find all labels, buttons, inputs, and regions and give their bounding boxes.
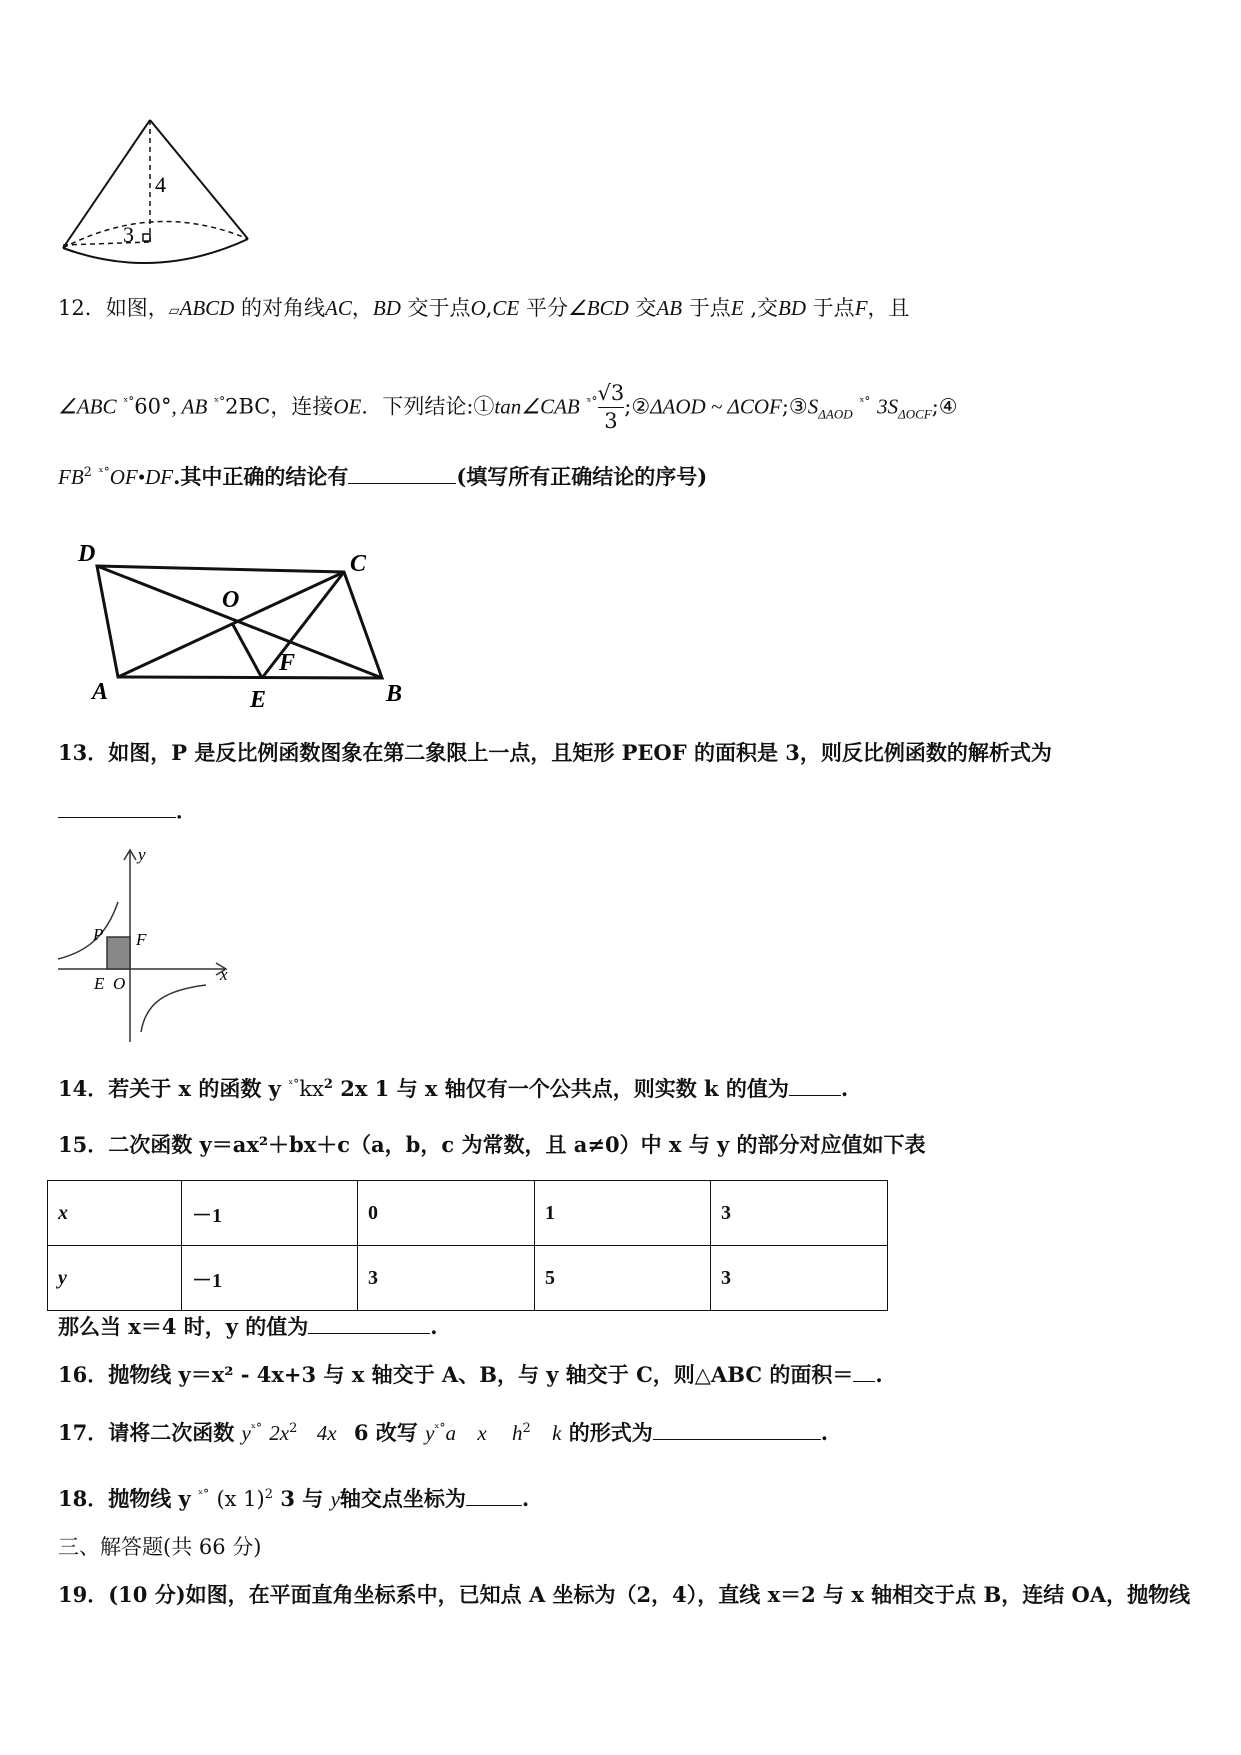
math: x [477, 1421, 487, 1445]
math: y [425, 1421, 435, 1445]
math: h [511, 1421, 523, 1445]
table-cell: 5 [535, 1246, 711, 1311]
table-row [48, 1181, 888, 1246]
table-cell: 3 [711, 1246, 888, 1311]
q19-text: 19．(10 分)如图，在平面直角坐标系中，已知点 A 坐标为（2，4），直线 x＝2 与 x 轴相交于点 B，连结 OA，抛物线 [58, 1582, 1191, 1607]
text: .其中正确的结论有 [173, 464, 349, 489]
cone-radius [63, 242, 150, 245]
fraction-numerator: √3 [598, 380, 625, 408]
text: ,交 [743, 296, 778, 320]
equals-glyph: ˣ° [288, 1077, 300, 1091]
cone-left-edge [63, 120, 150, 248]
q15-text: 15．二次函数 y＝ax²＋bx＋c（a，b，c 为常数，且 a≠0）中 x 与 y 的部分对应值如下表 [58, 1132, 926, 1157]
math-superscript: 2 [289, 1421, 298, 1436]
math: ∠ABC [58, 394, 117, 419]
section-title: 三、解答题(共 66 分) [58, 1535, 262, 1559]
answer-blank[interactable] [58, 796, 176, 818]
math: E [730, 296, 744, 320]
text: ． [176, 798, 197, 823]
equals-glyph: ˣ° [123, 394, 135, 409]
label-e: E [250, 687, 267, 713]
label-o: O [113, 974, 126, 993]
text: ;② [624, 394, 651, 419]
text: 17．请将二次函数 [58, 1420, 235, 1445]
text: , [485, 296, 493, 320]
math: kx [299, 1077, 324, 1101]
math: O [470, 296, 486, 320]
math: AC [325, 296, 352, 320]
math: ∠BCD [567, 296, 629, 320]
text: 的形式为 [568, 1420, 653, 1445]
parallelogram-symbol: ▱ [168, 303, 180, 319]
math: BD [372, 296, 401, 320]
q12-number: 12． [58, 296, 106, 320]
equals-glyph: ˣ° [586, 394, 598, 409]
text: 平分 [519, 296, 568, 320]
text: . [820, 1420, 829, 1445]
cone-height-label: 4 [155, 172, 166, 197]
label-c: C [350, 551, 367, 577]
answer-blank[interactable] [308, 1312, 430, 1334]
table-cell: －1 [182, 1181, 358, 1246]
math: 4x [316, 1421, 337, 1445]
math: ΔAOD ~ ΔCOF [650, 394, 782, 419]
answer-blank[interactable] [348, 462, 456, 484]
text: 18．抛物线 y [58, 1486, 199, 1511]
right-angle-mark [143, 234, 150, 241]
segment-ce [262, 572, 344, 678]
label-y: y [138, 845, 146, 864]
cone-figure [55, 112, 255, 272]
label-x: x [220, 965, 228, 984]
math: a [445, 1421, 457, 1445]
hyperbola-branch-q4 [141, 985, 206, 1032]
table-row [48, 1246, 888, 1311]
math: OE [333, 394, 362, 419]
math: k [552, 1421, 562, 1445]
answer-blank[interactable] [853, 1360, 875, 1382]
math: 3S [877, 394, 899, 419]
q13-text: 13．如图，P 是反比例函数图象在第二象限上一点，且矩形 PEOF 的面积是 3，则反比例函数的解析式为 [58, 740, 1052, 765]
table-cell: x [48, 1181, 182, 1246]
section-heading [58, 1535, 261, 1560]
text: . [430, 1314, 438, 1339]
q17-line [58, 1418, 828, 1446]
text: ，且 [867, 296, 910, 320]
answer-blank[interactable] [466, 1484, 522, 1506]
math-superscript: 2 [264, 1487, 274, 1502]
table-cell: 3 [711, 1181, 888, 1246]
label-d: D [78, 541, 96, 567]
text: (填写所有正确结论的序号) [456, 464, 708, 489]
cone-base-front [63, 239, 248, 263]
rectangle-peof [107, 937, 130, 969]
q12-line3 [58, 462, 707, 490]
text: ．下列结论:① [361, 394, 495, 419]
label-a: A [92, 679, 109, 705]
segment-oe [232, 623, 262, 678]
label-e: E [94, 974, 105, 993]
math-superscript: 2 [323, 1077, 333, 1092]
text: 3 与 [273, 1486, 324, 1511]
text: 2x 1 与 x 轴仅有一个公共点，则实数 k 的值为 [332, 1076, 789, 1101]
math: FB [58, 465, 84, 489]
math: 2x [269, 1421, 290, 1445]
equals-glyph: ˣ° [198, 1487, 210, 1501]
text: ;④ [931, 394, 958, 419]
equals-glyph: ˣ° [213, 394, 226, 409]
table-cell: 3 [358, 1246, 535, 1311]
math: y [241, 1421, 251, 1445]
fraction [598, 380, 625, 436]
value-table [47, 1180, 888, 1311]
text: . [840, 1076, 849, 1101]
table-cell: 1 [535, 1181, 711, 1246]
math: 2BC [225, 394, 271, 419]
text: 于点 [682, 296, 731, 320]
text: ，连接 [270, 394, 334, 419]
q12-line2 [58, 380, 958, 436]
label-f: F [136, 930, 147, 949]
text: 那么当 x＝4 时，y 的值为 [58, 1314, 309, 1339]
hyperbola-figure [56, 842, 236, 1047]
math: tan∠CAB [494, 394, 580, 419]
q15-after [58, 1312, 438, 1339]
text: ， [351, 296, 373, 320]
math: 60° [134, 394, 172, 419]
math: CE [492, 296, 520, 320]
equals-glyph: ˣ° [250, 1421, 262, 1435]
math: y [330, 1487, 340, 1511]
math-subscript: ΔAOD [818, 406, 853, 422]
math: AB [656, 296, 683, 320]
answer-blank[interactable] [653, 1418, 821, 1440]
equals-glyph: ˣ° [98, 465, 110, 479]
label-p: P [93, 925, 104, 944]
math-superscript: 2 [522, 1421, 531, 1436]
text: 6 改写 [353, 1420, 418, 1445]
cone-radius-label: 3 [123, 222, 134, 247]
equals-glyph: ˣ° [434, 1421, 446, 1435]
label-b: B [386, 681, 403, 707]
parallelogram-figure [72, 535, 422, 715]
math: S [807, 394, 819, 419]
equals-glyph: ˣ° [859, 394, 871, 409]
diagonal-bd [97, 566, 382, 678]
fraction-denominator: 3 [604, 409, 618, 434]
text: 16．抛物线 y＝x² - 4x+3 与 x 轴交于 A、B，与 y 轴交于 C，则△ABC 的面积＝ [58, 1362, 854, 1387]
q16-line [58, 1360, 883, 1387]
table-cell: －1 [182, 1246, 358, 1311]
math: (x 1) [216, 1487, 265, 1511]
text: 交于点 [400, 296, 471, 320]
text: ;③ [781, 394, 808, 419]
math: , AB [171, 394, 208, 419]
q12-line1 [58, 296, 910, 321]
text: . [875, 1362, 883, 1387]
text: 于点 [806, 296, 855, 320]
text: 如图， [105, 296, 169, 320]
text: 轴交点坐标为 [339, 1486, 466, 1511]
text: 14．若关于 x 的函数 y [58, 1076, 289, 1101]
q15-line [58, 1132, 926, 1157]
answer-blank[interactable] [789, 1074, 841, 1096]
q13-line1 [58, 740, 1052, 765]
q14-line [58, 1074, 848, 1102]
label-f: F [279, 650, 296, 676]
q19-line [58, 1582, 1190, 1607]
text: 的对角线 [234, 296, 326, 320]
math-superscript: 2 [83, 465, 92, 480]
label-o: O [222, 587, 240, 613]
math: ABCD [179, 296, 235, 320]
q13-line2 [58, 796, 197, 823]
table-cell: 0 [358, 1181, 535, 1246]
text: 交 [628, 296, 657, 320]
q18-line [58, 1484, 529, 1512]
math: BD [778, 296, 806, 320]
table-cell: y [48, 1246, 182, 1311]
math: OF•DF [109, 465, 174, 489]
text: . [521, 1486, 530, 1511]
math-subscript: ΔOCF [898, 406, 932, 422]
math: F [854, 296, 868, 320]
